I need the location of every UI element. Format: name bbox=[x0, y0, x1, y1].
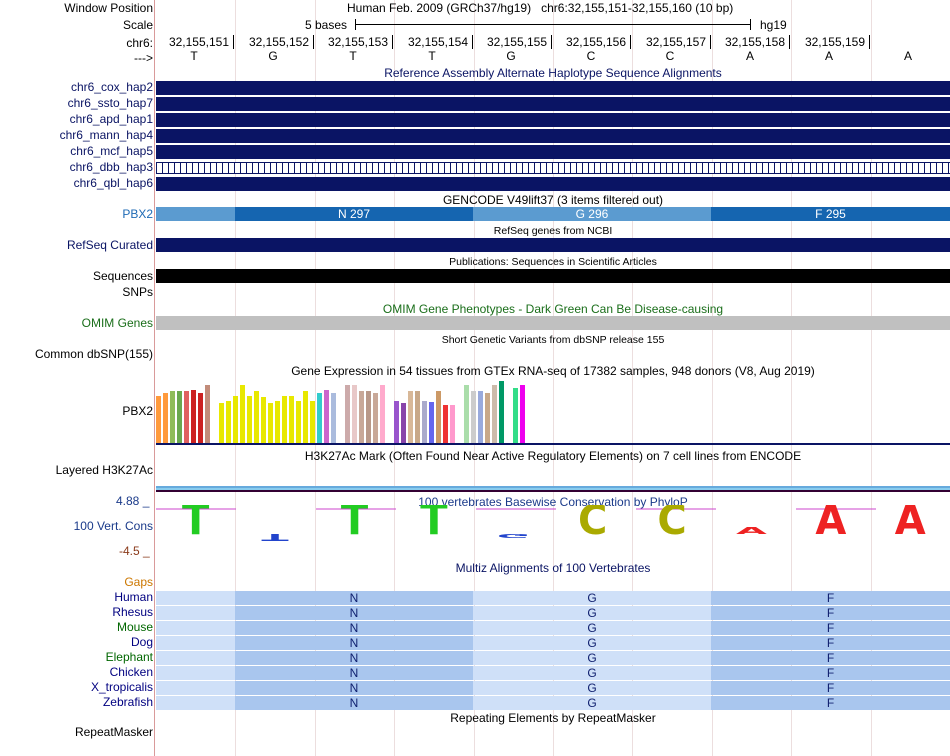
multiz-codon-cell: N bbox=[235, 651, 473, 665]
gtex-tissue-bar[interactable] bbox=[422, 401, 427, 443]
gtex-tissue-bar[interactable] bbox=[492, 385, 497, 443]
gtex-tissue-bar[interactable] bbox=[338, 423, 343, 443]
gtex-tissue-bar[interactable] bbox=[359, 391, 364, 443]
multiz-codon-cell: G bbox=[473, 651, 711, 665]
alt-haplotype-label[interactable]: chr6_mcf_hap5 bbox=[70, 144, 153, 158]
gtex-tissue-bar[interactable] bbox=[401, 403, 406, 443]
ruler-position-label: 32,155,158 bbox=[724, 35, 785, 49]
conservation-track-label[interactable]: 100 Vert. Cons bbox=[73, 519, 153, 533]
multiz-codon-cell: G bbox=[473, 696, 711, 710]
gtex-tissue-bar[interactable] bbox=[191, 390, 196, 443]
multiz-species-label[interactable]: Zebrafish bbox=[102, 695, 153, 709]
multiz-codon-cell: N bbox=[235, 606, 473, 620]
h3k27ac-track-label[interactable]: Layered H3K27Ac bbox=[55, 463, 153, 477]
alt-haplotype-bar[interactable] bbox=[156, 162, 950, 174]
reference-base: T bbox=[349, 49, 357, 63]
conservation-track-title: 100 vertebrates Basewise Conservation by PhyloP bbox=[418, 495, 688, 509]
gtex-tissue-bar[interactable] bbox=[198, 393, 203, 443]
strand-label: ---> bbox=[134, 51, 153, 65]
conservation-base-letter: T bbox=[420, 505, 448, 545]
conservation-base-letter: A bbox=[815, 505, 847, 545]
scale-label: Scale bbox=[122, 18, 153, 32]
ruler-position-label: 32,155,152 bbox=[248, 35, 309, 49]
conservation-logo[interactable] bbox=[156, 505, 950, 555]
conservation-base-letter: A bbox=[736, 525, 767, 537]
ruler-tick bbox=[233, 35, 234, 49]
gtex-tissue-bar[interactable] bbox=[345, 385, 350, 443]
multiz-track-title: Multiz Alignments of 100 Vertebrates bbox=[455, 561, 651, 575]
multiz-utr-cell bbox=[156, 636, 235, 650]
gtex-track-title: Gene Expression in 54 tissues from GTEx RNA-seq of 17382 samples, 948 donors (V8, Aug 2019) bbox=[291, 364, 815, 378]
refseq-gene-bar[interactable] bbox=[156, 238, 950, 252]
gtex-tissue-bar[interactable] bbox=[296, 401, 301, 443]
alt-haplotype-bar[interactable] bbox=[156, 129, 950, 143]
reference-base: G bbox=[506, 49, 516, 63]
gtex-tissue-bar[interactable] bbox=[261, 397, 266, 443]
chromosome-label: chr6: bbox=[126, 36, 153, 50]
alt-haplotype-label[interactable]: chr6_qbl_hap6 bbox=[73, 176, 153, 190]
gtex-tissue-bar[interactable] bbox=[310, 401, 315, 443]
reference-base: A bbox=[903, 49, 912, 63]
gtex-expression-chart[interactable] bbox=[156, 380, 950, 443]
gtex-tissue-bar[interactable] bbox=[324, 390, 329, 443]
multiz-codon-cell: F bbox=[711, 666, 950, 680]
multiz-codon-cell: G bbox=[473, 621, 711, 635]
gtex-tissue-bar[interactable] bbox=[443, 405, 448, 443]
gtex-tissue-bar[interactable] bbox=[436, 391, 441, 443]
multiz-codon-cell: N bbox=[235, 696, 473, 710]
dbsnp-track-title: Short Genetic Variants from dbSNP release 155 bbox=[441, 334, 665, 346]
ruler-tick bbox=[869, 35, 870, 49]
gtex-tissue-bar[interactable] bbox=[506, 423, 511, 443]
ruler-tick bbox=[710, 35, 711, 49]
omim-track-title: OMIM Gene Phenotypes - Dark Green Can Be Disease-causing bbox=[382, 302, 724, 316]
h3k27ac-track-title: H3K27Ac Mark (Often Found Near Active Regulatory Elements) on 7 cell lines from ENCODE bbox=[304, 449, 802, 463]
multiz-codon-cell: N bbox=[235, 621, 473, 635]
gtex-tissue-bar[interactable] bbox=[289, 396, 294, 443]
window-position-label: Window Position bbox=[64, 1, 153, 15]
gtex-baseline bbox=[156, 443, 950, 445]
gtex-tissue-bar[interactable] bbox=[156, 396, 161, 443]
gtex-tissue-bar[interactable] bbox=[219, 403, 224, 443]
ruler-position-label: 32,155,151 bbox=[168, 35, 229, 49]
multiz-codon-cell: G bbox=[473, 636, 711, 650]
reference-base: T bbox=[428, 49, 436, 63]
gtex-tissue-bar[interactable] bbox=[366, 391, 371, 443]
multiz-species-label[interactable]: Chicken bbox=[109, 665, 153, 679]
multiz-species-label[interactable]: Elephant bbox=[105, 650, 153, 664]
gtex-tissue-bar[interactable] bbox=[247, 396, 252, 443]
multiz-codon-cell: F bbox=[711, 651, 950, 665]
publications-track-label[interactable]: Sequences bbox=[92, 269, 153, 283]
multiz-codon-cell: F bbox=[711, 606, 950, 620]
conservation-base-letter: T bbox=[261, 531, 289, 543]
ruler-position-label: 32,155,154 bbox=[407, 35, 468, 49]
conservation-base-letter: T bbox=[182, 505, 210, 545]
multiz-species-label[interactable]: Mouse bbox=[116, 620, 153, 634]
multiz-utr-cell bbox=[156, 591, 235, 605]
snps-label[interactable]: SNPs bbox=[122, 285, 153, 299]
gtex-tissue-bar[interactable] bbox=[233, 396, 238, 443]
gtex-tissue-bar[interactable] bbox=[163, 393, 168, 443]
alt-haplotype-bar[interactable] bbox=[156, 145, 950, 159]
gtex-tissue-bar[interactable] bbox=[268, 403, 273, 443]
reference-base: C bbox=[665, 49, 675, 63]
reference-base: A bbox=[745, 49, 754, 63]
multiz-species-label[interactable]: Rhesus bbox=[112, 605, 153, 619]
gtex-tissue-bar[interactable] bbox=[513, 388, 518, 443]
conservation-ymax-label: 4.88 _ bbox=[116, 494, 150, 508]
alt-haplotype-label[interactable]: chr6_dbb_hap3 bbox=[69, 160, 153, 174]
repeatmasker-track-label[interactable]: RepeatMasker bbox=[74, 725, 153, 739]
assembly-label: hg19 bbox=[760, 18, 787, 32]
multiz-codon-cell: N bbox=[235, 681, 473, 695]
gtex-tissue-bar[interactable] bbox=[408, 391, 413, 443]
refseq-track-label[interactable]: RefSeq Curated bbox=[66, 238, 153, 252]
gtex-tissue-bar[interactable] bbox=[317, 393, 322, 443]
multiz-codon-cell: F bbox=[711, 621, 950, 635]
ruler-position-label: 32,155,155 bbox=[486, 35, 547, 49]
multiz-codon-cell: F bbox=[711, 636, 950, 650]
multiz-species-label[interactable]: X_tropicalis bbox=[90, 680, 153, 694]
label-column-separator bbox=[154, 0, 155, 756]
gtex-tissue-bar[interactable] bbox=[226, 401, 231, 443]
multiz-utr-cell bbox=[156, 681, 235, 695]
scale-bar-left-cap bbox=[355, 19, 356, 30]
gtex-tissue-bar[interactable] bbox=[352, 385, 357, 443]
ruler-tick bbox=[789, 35, 790, 49]
alt-haplotype-label[interactable]: chr6_ssto_hap7 bbox=[67, 96, 153, 110]
window-position-value: Human Feb. 2009 (GRCh37/hg19) chr6:32,155,151-32,155,160 (10 bp) bbox=[347, 1, 734, 15]
alt-haplotype-bar[interactable] bbox=[156, 177, 950, 191]
multiz-codon-cell: G bbox=[473, 606, 711, 620]
gtex-tissue-bar[interactable] bbox=[303, 391, 308, 443]
multiz-codon-cell: G bbox=[473, 681, 711, 695]
alt-haplotype-label[interactable]: chr6_apd_hap1 bbox=[69, 112, 153, 126]
ruler-tick bbox=[313, 35, 314, 49]
gtex-tissue-bar[interactable] bbox=[240, 385, 245, 443]
scale-text: 5 bases bbox=[305, 18, 348, 32]
gtex-tissue-bar[interactable] bbox=[478, 391, 483, 443]
gencode-utr-segment bbox=[156, 207, 235, 221]
alt-haplotype-track-title: Reference Assembly Alternate Haplotype Sequence Alignments bbox=[384, 66, 722, 80]
gtex-tissue-bar[interactable] bbox=[212, 413, 217, 443]
gtex-tissue-bar[interactable] bbox=[450, 405, 455, 443]
gtex-tissue-bar[interactable] bbox=[205, 385, 210, 443]
gtex-tissue-bar[interactable] bbox=[471, 391, 476, 443]
alt-haplotype-bar[interactable] bbox=[156, 81, 950, 95]
ruler-position-label: 32,155,159 bbox=[804, 35, 865, 49]
conservation-base-letter: C bbox=[657, 505, 687, 545]
conservation-base-letter: G bbox=[496, 532, 530, 539]
alt-haplotype-bar[interactable] bbox=[156, 97, 950, 111]
reference-base: G bbox=[268, 49, 278, 63]
alt-haplotype-label[interactable]: chr6_cox_hap2 bbox=[70, 80, 153, 94]
scale-bar bbox=[355, 24, 751, 25]
reference-base: T bbox=[190, 49, 198, 63]
gtex-tissue-bar[interactable] bbox=[331, 393, 336, 443]
refseq-track-title: RefSeq genes from NCBI bbox=[493, 225, 613, 237]
gtex-tissue-bar[interactable] bbox=[254, 391, 259, 443]
gtex-tissue-bar[interactable] bbox=[275, 401, 280, 443]
gtex-tissue-bar[interactable] bbox=[499, 381, 504, 443]
gtex-tissue-bar[interactable] bbox=[184, 391, 189, 443]
multiz-codon-cell: F bbox=[711, 591, 950, 605]
multiz-utr-cell bbox=[156, 606, 235, 620]
conservation-base-letter: A bbox=[894, 505, 926, 545]
gencode-codon-g296: G 296 bbox=[473, 207, 711, 221]
gtex-tissue-bar[interactable] bbox=[520, 385, 525, 443]
gtex-tissue-bar[interactable] bbox=[485, 393, 490, 443]
dbsnp-track-label[interactable]: Common dbSNP(155) bbox=[34, 347, 153, 361]
ruler-position-label: 32,155,157 bbox=[645, 35, 706, 49]
multiz-utr-cell bbox=[156, 696, 235, 710]
conservation-logo-svg bbox=[156, 505, 950, 555]
gtex-tissue-bar[interactable] bbox=[415, 391, 420, 443]
multiz-codon-cell: G bbox=[473, 591, 711, 605]
gtex-gene-label[interactable]: PBX2 bbox=[122, 404, 153, 418]
multiz-utr-cell bbox=[156, 666, 235, 680]
gtex-tissue-bar[interactable] bbox=[373, 393, 378, 443]
multiz-codon-cell: N bbox=[235, 591, 473, 605]
gencode-track-title: GENCODE V49lift37 (3 items filtered out) bbox=[442, 193, 664, 207]
gencode-gene-label[interactable]: PBX2 bbox=[122, 207, 153, 221]
gtex-tissue-bar[interactable] bbox=[457, 423, 462, 443]
ruler-tick bbox=[630, 35, 631, 49]
multiz-codon-cell: N bbox=[235, 636, 473, 650]
multiz-species-label[interactable]: Human bbox=[114, 590, 153, 604]
gencode-gene-track[interactable] bbox=[156, 207, 950, 221]
gtex-tissue-bar[interactable] bbox=[170, 391, 175, 443]
ruler-tick bbox=[551, 35, 552, 49]
ruler-tick bbox=[392, 35, 393, 49]
conservation-base-letter: T bbox=[340, 505, 369, 545]
alt-haplotype-bar[interactable] bbox=[156, 113, 950, 127]
multiz-codon-cell: F bbox=[711, 681, 950, 695]
publications-track-title: Publications: Sequences in Scientific Articles bbox=[449, 256, 657, 268]
gtex-tissue-bar[interactable] bbox=[380, 385, 385, 443]
ruler-position-label: 32,155,153 bbox=[327, 35, 388, 49]
gtex-tissue-bar[interactable] bbox=[282, 396, 287, 443]
repeatmasker-track-title: Repeating Elements by RepeatMasker bbox=[450, 711, 656, 725]
h3k27ac-layer-3 bbox=[156, 490, 950, 492]
gtex-tissue-bar[interactable] bbox=[394, 401, 399, 443]
reference-base: A bbox=[824, 49, 833, 63]
multiz-codon-cell: N bbox=[235, 666, 473, 680]
multiz-utr-cell bbox=[156, 621, 235, 635]
multiz-utr-cell bbox=[156, 651, 235, 665]
ruler-tick bbox=[472, 35, 473, 49]
alt-haplotype-label[interactable]: chr6_mann_hap4 bbox=[59, 128, 153, 142]
ruler-position-label: 32,155,156 bbox=[565, 35, 626, 49]
gtex-tissue-bar[interactable] bbox=[429, 402, 434, 443]
publications-sequence-bar[interactable] bbox=[156, 269, 950, 283]
reference-base: C bbox=[586, 49, 596, 63]
gencode-codon-n297: N 297 bbox=[235, 207, 473, 221]
conservation-base-letter: C bbox=[578, 505, 608, 545]
gtex-tissue-bar[interactable] bbox=[177, 391, 182, 443]
multiz-species-label[interactable]: Dog bbox=[130, 635, 153, 649]
conservation-ymin-label: -4.5 _ bbox=[119, 544, 150, 558]
gtex-tissue-bar[interactable] bbox=[464, 385, 469, 443]
multiz-codon-cell: F bbox=[711, 696, 950, 710]
multiz-gaps-label[interactable]: Gaps bbox=[124, 575, 153, 589]
omim-track-label[interactable]: OMIM Genes bbox=[81, 316, 153, 330]
gtex-tissue-bar[interactable] bbox=[387, 423, 392, 443]
gencode-codon-f295: F 295 bbox=[711, 207, 950, 221]
multiz-codon-cell: G bbox=[473, 666, 711, 680]
omim-phenotype-bar[interactable] bbox=[156, 316, 950, 330]
scale-bar-right-cap bbox=[750, 19, 751, 30]
